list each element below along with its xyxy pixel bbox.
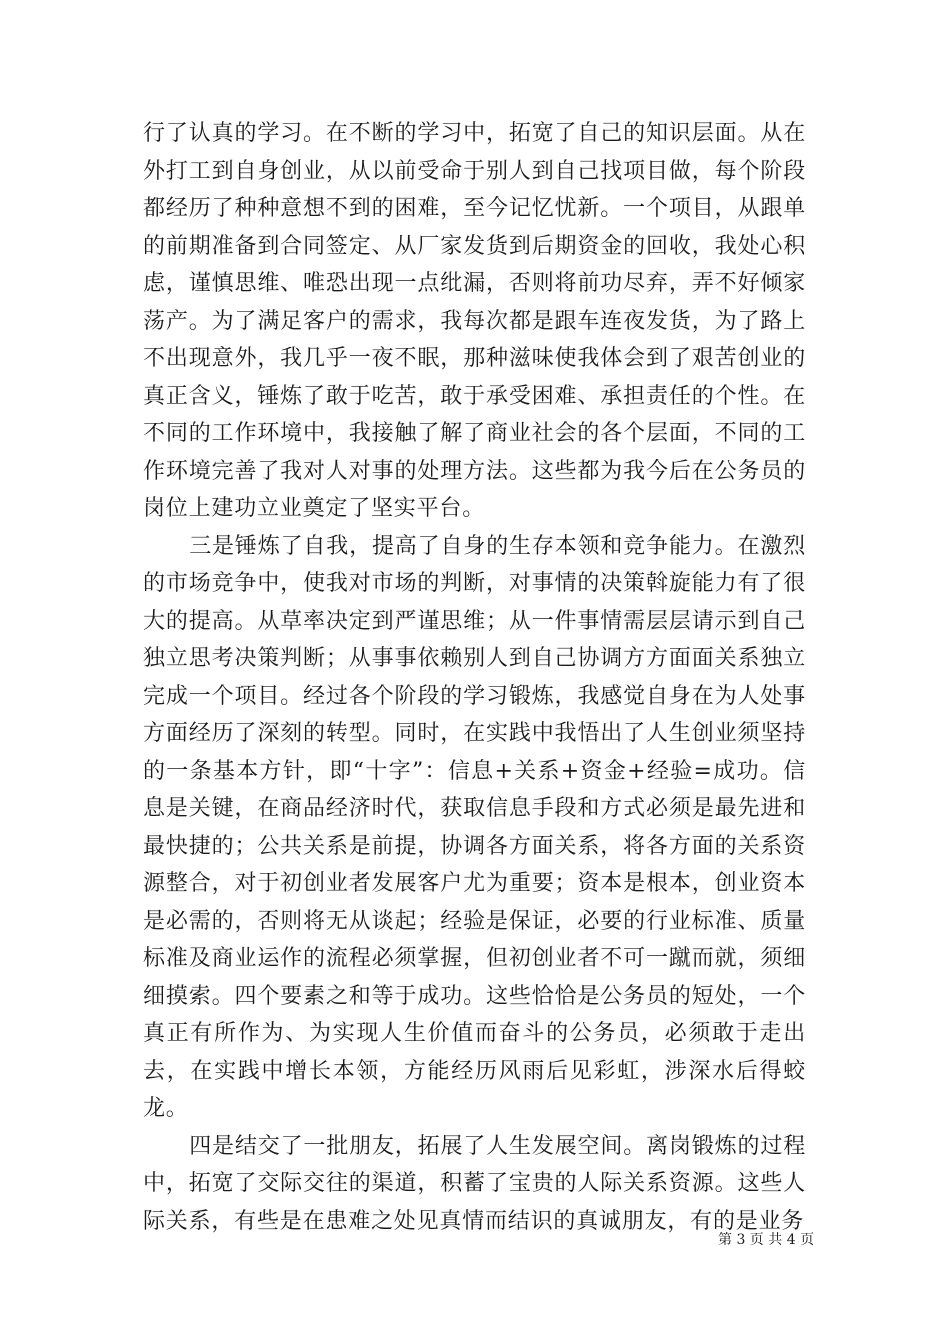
- paragraph-1: 行了认真的学习。在不断的学习中，拓宽了自己的知识层面。从在外打工到自身创业，从以前受命于别人到自己找项目做，每个阶段都经历了种种意想不到的困难，至今记忆忧新。一个项目，从跟单的前期准备到合同签定、从厂家发货到后期资金的回收，我处心积虑，谨慎思维、唯恐出现一点纰漏，否则将前功尽弃，弄不好倾家荡产。为了满足客户的需求，我每次都是跟车连夜发货，为了路上不出现意外，我几乎一夜不眠，那种滋味使我体会到了艰苦创业的真正含义，锤炼了敢于吃苦，敢于承受困难、承担责任的个性。在不同的工作环境中，我接触了解了商业社会的各个层面，不同的工作环境完善了我对人对事的处理方法。这些都为我今后在公务员的岗位上建功立业奠定了坚实平台。: [143, 121, 806, 521]
- paragraph-2: 三是锤炼了自我，提高了自身的生存本领和竞争能力。在激烈的市场竞争中，使我对市场的判断，对事情的决策斡旋能力有了很大的提高。从草率决定到严谨思维；从一件事情需层层请示到自己独立思考决策判断；从事事依赖别人到自己协调方方面面关系独立完成一个项目。经过各个阶段的学习锻炼，我感觉自身在为人处事方面经历了深刻的转型。同时，在实践中我悟出了人生创业须坚持的一条基本方针，即“十字”：信息+关系+资金+经验=成功。信息是关键，在商品经济时代，获取信息手段和方式必须是最先进和最快捷的；公共关系是前提，协调各方面关系，将各方面的关系资源整合，对于初创业者发展客户尤为重要；资本是根本，创业资本是必需的，否则将无从谈起；经验是保证，必要的行业标准、质量标准及商业运作的流程必须掌握，但初创业者不可一蹴而就，须细细摸索。四个要素之和等于成功。这些恰恰是公务员的短处，一个真正有所作为、为实现人生价值而奋斗的公务员，必须敢于走出去，在实践中增长本领，方能经历风雨后见彩虹，涉深水后得蛟龙。: [143, 533, 806, 1121]
- paragraph-3: 四是结交了一批朋友，拓展了人生发展空间。离岗锻炼的过程中，拓宽了交际交往的渠道，积蓄了宝贵的人际关系资源。这些人际关系，有些是在患难之处见真情而结识的真诚朋友，有的是业务: [143, 1133, 806, 1234]
- body-text: [143, 115, 806, 1240]
- page-number-footer: 第 3 页 共 4 页: [718, 1232, 815, 1248]
